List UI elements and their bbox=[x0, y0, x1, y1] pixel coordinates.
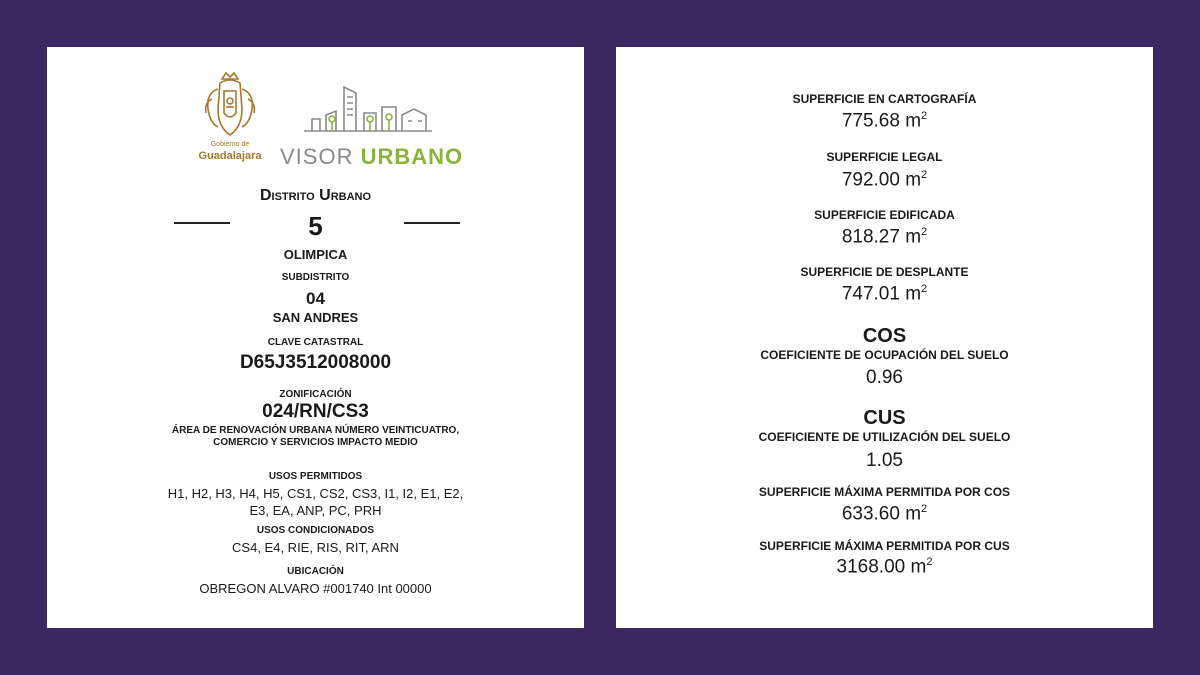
usos-permitidos-label: USOS PERMITIDOS bbox=[268, 471, 363, 482]
cos-title: COS bbox=[862, 325, 907, 347]
subdistrito-label: SUBDISTRITO bbox=[281, 272, 350, 283]
city-skyline-icon bbox=[304, 85, 432, 141]
unit-exponent: 2 bbox=[921, 283, 928, 295]
sup-max-cos-number: 633.60 m bbox=[841, 503, 922, 525]
info-card-right bbox=[616, 47, 1153, 628]
cus-value: 1.05 bbox=[866, 450, 903, 471]
visor-urbano-wordmark bbox=[280, 144, 463, 170]
usos-permitidos-value: H1, H2, H3, H4, H5, CS1, CS2, CS3, I1, I2, E1, E2, E3, EA, ANP, PC, PRH bbox=[167, 486, 464, 518]
sup-max-cus-label: SUPERFICIE MÁXIMA PERMITIDA POR CUS bbox=[759, 539, 1010, 553]
sup-edificada-label: SUPERFICIE EDIFICADA bbox=[814, 208, 955, 222]
unit-exponent: 2 bbox=[921, 169, 928, 181]
zonificacion-label: ZONIFICACIÓN bbox=[279, 389, 352, 400]
unit-exponent: 2 bbox=[921, 503, 928, 515]
sup-legal-number: 792.00 m bbox=[841, 169, 922, 191]
sup-cartografia-label: SUPERFICIE EN CARTOGRAFÍA bbox=[792, 92, 977, 106]
cos-value: 0.96 bbox=[866, 367, 903, 388]
subdistrito-number: 04 bbox=[306, 289, 325, 308]
sup-max-cus-value bbox=[616, 556, 1153, 578]
sup-legal-label: SUPERFICIE LEGAL bbox=[826, 150, 943, 164]
ubicacion-label: UBICACIÓN bbox=[287, 566, 344, 577]
sup-desplante-label: SUPERFICIE DE DESPLANTE bbox=[800, 265, 969, 279]
ubicacion-value: OBREGON ALVARO #001740 Int 00000 bbox=[199, 581, 432, 596]
sup-legal-value bbox=[616, 169, 1153, 191]
unit-exponent: 2 bbox=[921, 110, 928, 122]
sup-max-cus-number: 3168.00 m bbox=[836, 556, 927, 578]
sup-desplante-number: 747.01 m bbox=[841, 283, 922, 305]
cus-label: COEFICIENTE DE UTILIZACIÓN DEL SUELO bbox=[758, 430, 1011, 444]
wordmark-urbano: URBANO bbox=[360, 144, 464, 169]
clave-catastral-value: D65J3512008000 bbox=[239, 352, 392, 373]
distrito-label: Distrito Urbano bbox=[259, 187, 372, 204]
sup-max-cos-value bbox=[616, 503, 1153, 525]
wordmark-visor: VISOR bbox=[280, 144, 354, 169]
distrito-number: 5 bbox=[308, 211, 323, 241]
header-logos bbox=[47, 69, 584, 167]
sup-edificada-number: 818.27 m bbox=[841, 226, 922, 248]
info-card-left bbox=[47, 47, 584, 628]
sup-desplante-value bbox=[616, 283, 1153, 305]
usos-condicionados-label: USOS CONDICIONADOS bbox=[256, 525, 375, 536]
cos-label: COEFICIENTE DE OCUPACIÓN DEL SUELO bbox=[760, 348, 1009, 362]
seal-caption-city: Guadalajara bbox=[198, 150, 262, 162]
sup-max-cos-label: SUPERFICIE MÁXIMA PERMITIDA POR COS bbox=[758, 485, 1011, 499]
seal-caption-small: Gobierno de bbox=[210, 141, 250, 148]
clave-catastral-label: CLAVE CATASTRAL bbox=[267, 337, 364, 348]
sup-cartografia-value bbox=[616, 110, 1153, 132]
distrito-name: OLIMPICA bbox=[283, 247, 348, 262]
unit-exponent: 2 bbox=[921, 226, 928, 238]
subdistrito-name: SAN ANDRES bbox=[272, 310, 359, 325]
sup-cartografia-number: 775.68 m bbox=[841, 110, 922, 132]
zonificacion-description: ÁREA DE RENOVACIÓN URBANA NÚMERO VEINTICUATRO, COMERCIO Y SERVICIOS IMPACTO MEDIO bbox=[171, 425, 460, 448]
usos-condicionados-value: CS4, E4, RIE, RIS, RIT, ARN bbox=[232, 540, 399, 555]
unit-exponent: 2 bbox=[926, 556, 933, 568]
sup-edificada-value bbox=[616, 226, 1153, 248]
zonificacion-value: 024/RN/CS3 bbox=[262, 401, 369, 422]
cus-title: CUS bbox=[863, 407, 906, 429]
